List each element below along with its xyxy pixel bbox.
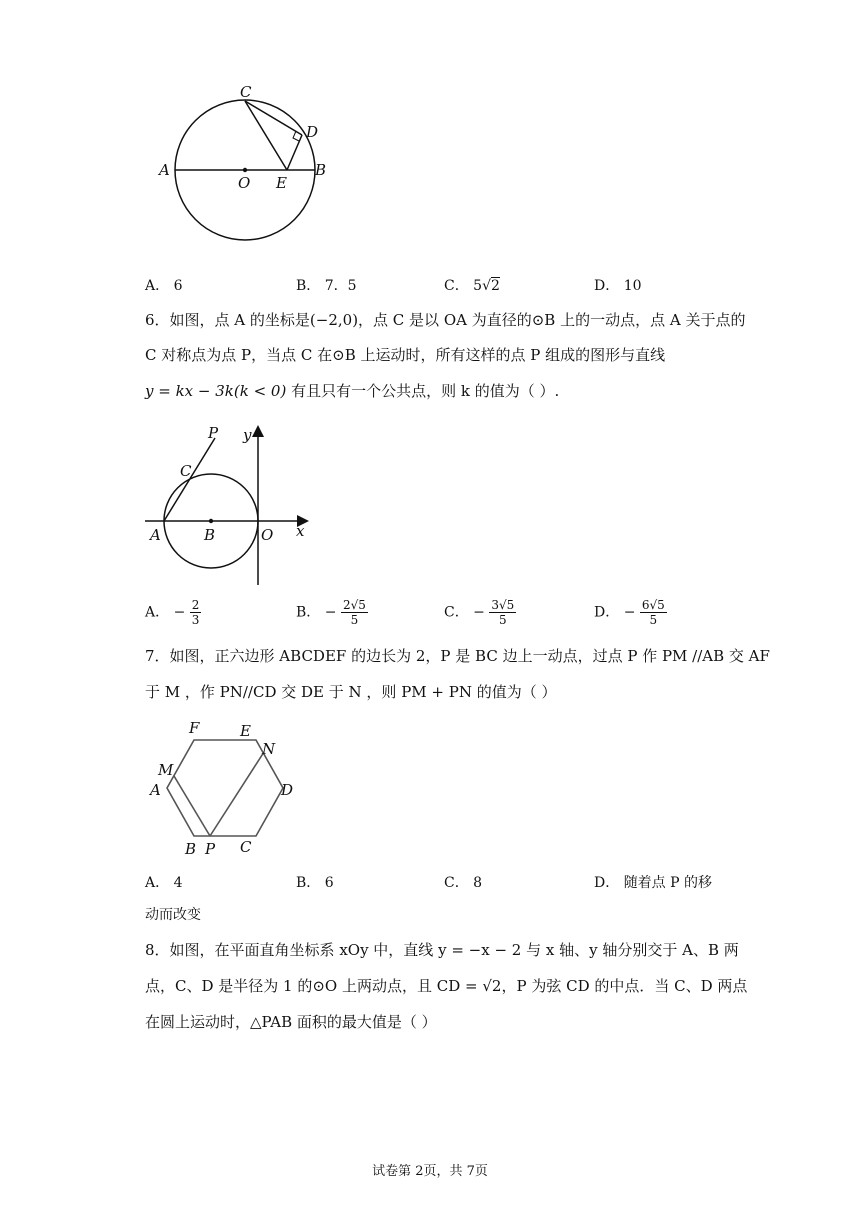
q7-label-b: B <box>185 840 197 858</box>
q5-choice-b-value: 7．5 <box>324 278 357 294</box>
q7-label-e: E <box>240 722 251 740</box>
q7-choice-d-label: D． <box>594 875 620 891</box>
q5-choice-a-value: 6 <box>173 278 183 294</box>
q6-choice-c-numerator: 3√5 <box>491 598 515 612</box>
q6-choice-a-sign: − <box>173 604 186 621</box>
q6-line-1: 6．如图，点 A 的坐标是(−2,0)，点 C 是以 OA 为直径的⊙B 上的一动点，点 A 关于点的 <box>145 311 746 329</box>
q6-choice-b <box>296 598 368 627</box>
q6-choice-d-sign: − <box>623 604 636 621</box>
q6-choice-b-numerator: 2√5 <box>342 598 366 612</box>
q6-choice-c-sign: − <box>473 604 485 621</box>
q5-choice-c-label: C． <box>444 278 469 294</box>
q7-choice-c-label: C． <box>444 875 469 891</box>
q5-choice-a <box>145 276 183 296</box>
q7-label-m: M <box>158 761 174 779</box>
q6-label-p: P <box>208 424 219 442</box>
q6-line-3-equation: y = kx − 3k(k < 0) <box>145 382 287 400</box>
q7-label-a: A <box>150 781 161 799</box>
q6-choice-d-label: D． <box>594 604 620 621</box>
q7-label-p: P <box>205 840 216 858</box>
q5-choice-c-coef: 5 <box>473 278 483 294</box>
q8-line-3: 在圆上运动时，△PAB 面积的最大值是（ ） <box>145 1013 437 1031</box>
q5-choice-c-rad: 2 <box>491 278 500 294</box>
q7-line-1: 7．如图，正六边形 ABCDEF 的边长为 2，P 是 BC 边上一动点，过点 P 作 PM //AB 交 AF <box>145 647 770 665</box>
q5-label-o: O <box>238 174 251 192</box>
q7-choice-b-value: 6 <box>324 875 334 891</box>
q6-choice-c-denominator: 5 <box>499 613 507 627</box>
q5-circle-figure <box>150 78 350 253</box>
q6-choice-b-label: B． <box>296 604 321 621</box>
q6-label-a: A <box>150 526 161 544</box>
q5-choice-b-label: B． <box>296 278 321 294</box>
q6-choice-c <box>444 598 516 627</box>
q6-coordinate-figure <box>140 420 320 590</box>
q6-choice-c-fraction <box>489 598 516 627</box>
q7-choice-d-continuation: 动而改变 <box>145 907 201 923</box>
q6-choice-a-fraction <box>190 598 202 627</box>
q6-choice-d-denominator: 5 <box>649 613 658 627</box>
q7-label-d: D <box>281 781 294 799</box>
q6-choice-d <box>594 598 667 627</box>
q7-choice-a-label: A． <box>145 875 170 891</box>
q8-line-1: 8．如图，在平面直角坐标系 xOy 中，直线 y = −x − 2 与 x 轴、y 轴分别交于 A、B 两 <box>145 941 739 959</box>
q6-label-b: B <box>204 526 216 544</box>
q6-choice-b-sign: − <box>324 604 337 621</box>
q6-choice-a-label: A． <box>145 604 170 621</box>
q7-choice-c-value: 8 <box>473 875 483 891</box>
q5-choice-a-label: A． <box>145 278 170 294</box>
q5-label-e: E <box>276 174 287 192</box>
q7-choice-b <box>296 873 334 893</box>
q6-choice-b-fraction <box>341 598 368 627</box>
q6-label-c: C <box>180 462 192 480</box>
q6-choice-a <box>145 598 201 627</box>
page-footer: 试卷第 2页，共 7页 <box>372 1164 488 1179</box>
q5-choice-d <box>594 276 642 296</box>
q5-label-b: B <box>315 161 327 179</box>
q5-label-a: A <box>159 161 170 179</box>
q6-line-3 <box>145 381 559 401</box>
q7-choice-b-label: B． <box>296 875 321 891</box>
q7-choice-d <box>594 873 712 893</box>
q7-label-n: N <box>262 740 276 758</box>
q6-line-2: C 对称点为点 P，当点 C 在⊙B 上运动时，所有这样的点 P 组成的图形与直线 <box>145 346 666 364</box>
q6-label-y: y <box>243 426 252 444</box>
q5-label-c: C <box>240 83 252 101</box>
q7-choice-a <box>145 873 183 893</box>
q7-label-c: C <box>240 838 252 856</box>
q5-label-d: D <box>306 123 319 141</box>
q5-choice-c <box>444 276 500 296</box>
q5-choice-d-label: D． <box>594 278 620 294</box>
q7-choice-d-value: 随着点 P 的移 <box>623 875 713 891</box>
q6-choice-a-numerator: 2 <box>191 598 200 612</box>
q7-hexagon-figure <box>145 716 305 858</box>
q6-label-o: O <box>261 526 274 544</box>
q5-sqrt-sign: √ <box>482 278 492 294</box>
q6-choice-a-denominator: 3 <box>191 613 200 627</box>
q7-choice-c <box>444 873 482 893</box>
q6-line-3-text: 有且只有一个公共点，则 k 的值为（ ）. <box>291 382 560 400</box>
q6-choice-b-denominator: 5 <box>350 613 359 627</box>
q5-choice-d-value: 10 <box>623 278 642 294</box>
q6-choice-c-label: C． <box>444 604 469 621</box>
q7-label-f: F <box>189 719 200 737</box>
q6-choice-d-fraction <box>640 598 667 627</box>
q6-label-x: x <box>296 522 305 540</box>
q7-line-2: 于 M ，作 PN//CD 交 DE 于 N ，则 PM + PN 的值为（ ） <box>145 683 557 701</box>
q8-line-2: 点，C、D 是半径为 1 的⊙O 上两动点，且 CD = √2，P 为弦 CD 的中点．当 C、D 两点 <box>145 977 748 995</box>
q7-choice-a-value: 4 <box>173 875 183 891</box>
q5-choice-b <box>296 276 357 296</box>
q6-choice-d-numerator: 6√5 <box>641 598 665 612</box>
